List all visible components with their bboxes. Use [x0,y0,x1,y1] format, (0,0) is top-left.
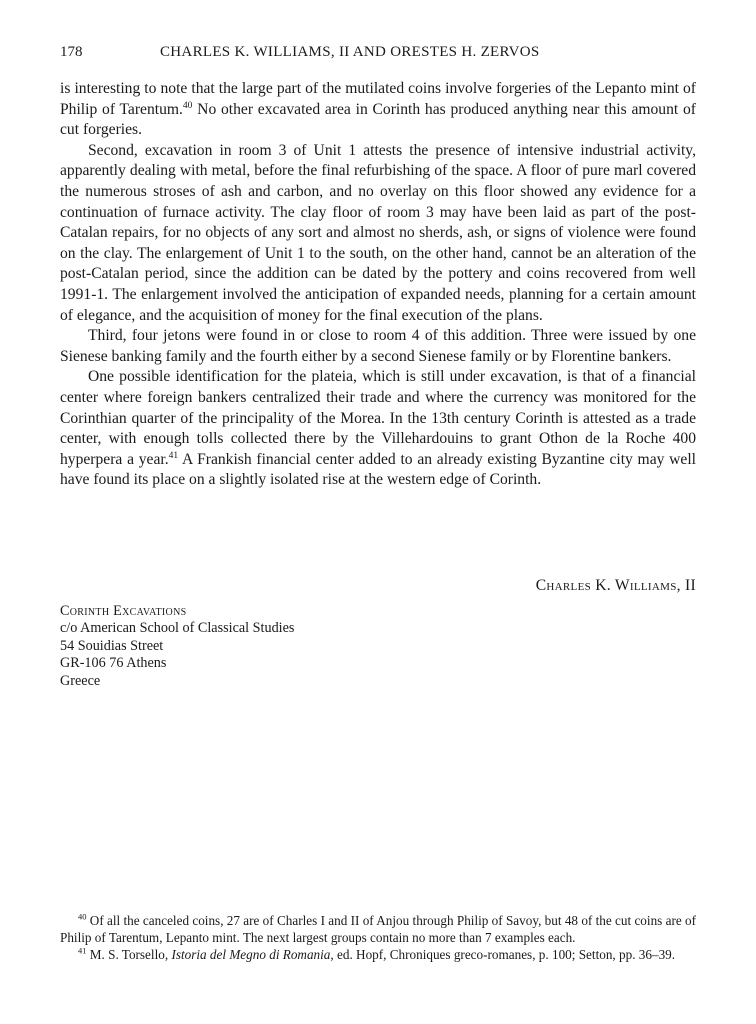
paragraph [60,79,696,141]
text-run: No other excavated area in Corinth has produced anything near this amount of cut forgeries. [60,100,696,139]
page-number: 178 [60,44,83,60]
address-institution: Corinth Excavations [60,603,187,619]
page-header [60,44,696,66]
footnote-number: 40 [78,911,87,922]
footnote-title-italic: Istoria del Megno di Romania [171,947,331,962]
paragraph [60,367,696,491]
address-line: 54 Souidias Street [60,637,164,654]
author-signature: Charles K. Williams, II [535,577,696,594]
text-run: A Frankish financial center added to an already existing Byzantine city may well have found its place on a slightly isolated rise at the western edge of Corinth. [60,450,696,489]
text-run: is interesting to note that the large part of the mutilated coins involve forgeries of the Lepanto mint of Philip of Tarentum. [60,80,696,118]
footnote-number: 41 [78,945,87,956]
text-run: One possible identification for the plateia, which is still under excavation, is that of a financial center where foreign bankers centralized their trade and where the currency was monitored for the Corinthian quarter of the principality of the Morea. In the 13th century Corinth is attested as a trade center, with enough tolls collected there by the Villehardouins to grant Othon de la Roche 400 hyperpera a year. [60,368,696,468]
paragraph [60,141,696,326]
text-run: Third, four jetons were found in or close to room 4 of this addition. Three were issued by one Sienese banking family and the fourth either by a second Sienese family or by Florentine bankers. [60,327,696,365]
address-line: GR-106 76 Athens [60,655,167,672]
footnote-text: M. S. Torsello, [86,947,172,962]
footnote-41 [60,946,696,963]
running-head: CHARLES K. WILLIAMS, II AND ORESTES H. ZERVOS [160,44,540,60]
address-line: c/o American School of Classical Studies [60,620,295,637]
text-run: Second, excavation in room 3 of Unit 1 attests the presence of intensive industrial activity, apparently dealing with metal, before the final refurbishing of the space. A floor of pure marl covered the numerous stroses of ash and carbon, and no overlay on this floor showed any evidence for a continuation of furnace activity. The clay floor of room 3 may have been laid as part of the post-Catalan repairs, for no objects of any sort and almost no sherds, ash, or signs of violence were found on the clay. The enlargement of Unit 1 to the south, on the other hand, cannot be an alteration of the post-Catalan period, since the addition can be dated by the pottery and coins recovered from well 1991-1. The enlargement involved the anticipation of expanded needs, planning for a certain amount of elegance, and the acquisition of money for the final execution of the plans. [60,141,696,324]
footnote-ref-40: 40 [182,100,193,111]
footnote-text: Of all the canceled coins, 27 are of Charles I and II of Anjou through Philip of Savoy, but 48 of the cut coins are of Philip of Tarentum, Lepanto mint. The next largest groups contain no more than 7 examples each. [60,913,696,945]
footnote-text: , ed. Hopf, Chroniques greco-romanes, p. 100; Setton, pp. 36–39. [330,947,676,962]
footnote-40 [60,912,696,946]
body-text [60,79,696,491]
author-address [60,603,294,690]
paragraph [60,326,696,367]
footnotes [60,912,696,963]
address-line: Greece [60,672,101,689]
footnote-ref-41: 41 [168,450,179,461]
